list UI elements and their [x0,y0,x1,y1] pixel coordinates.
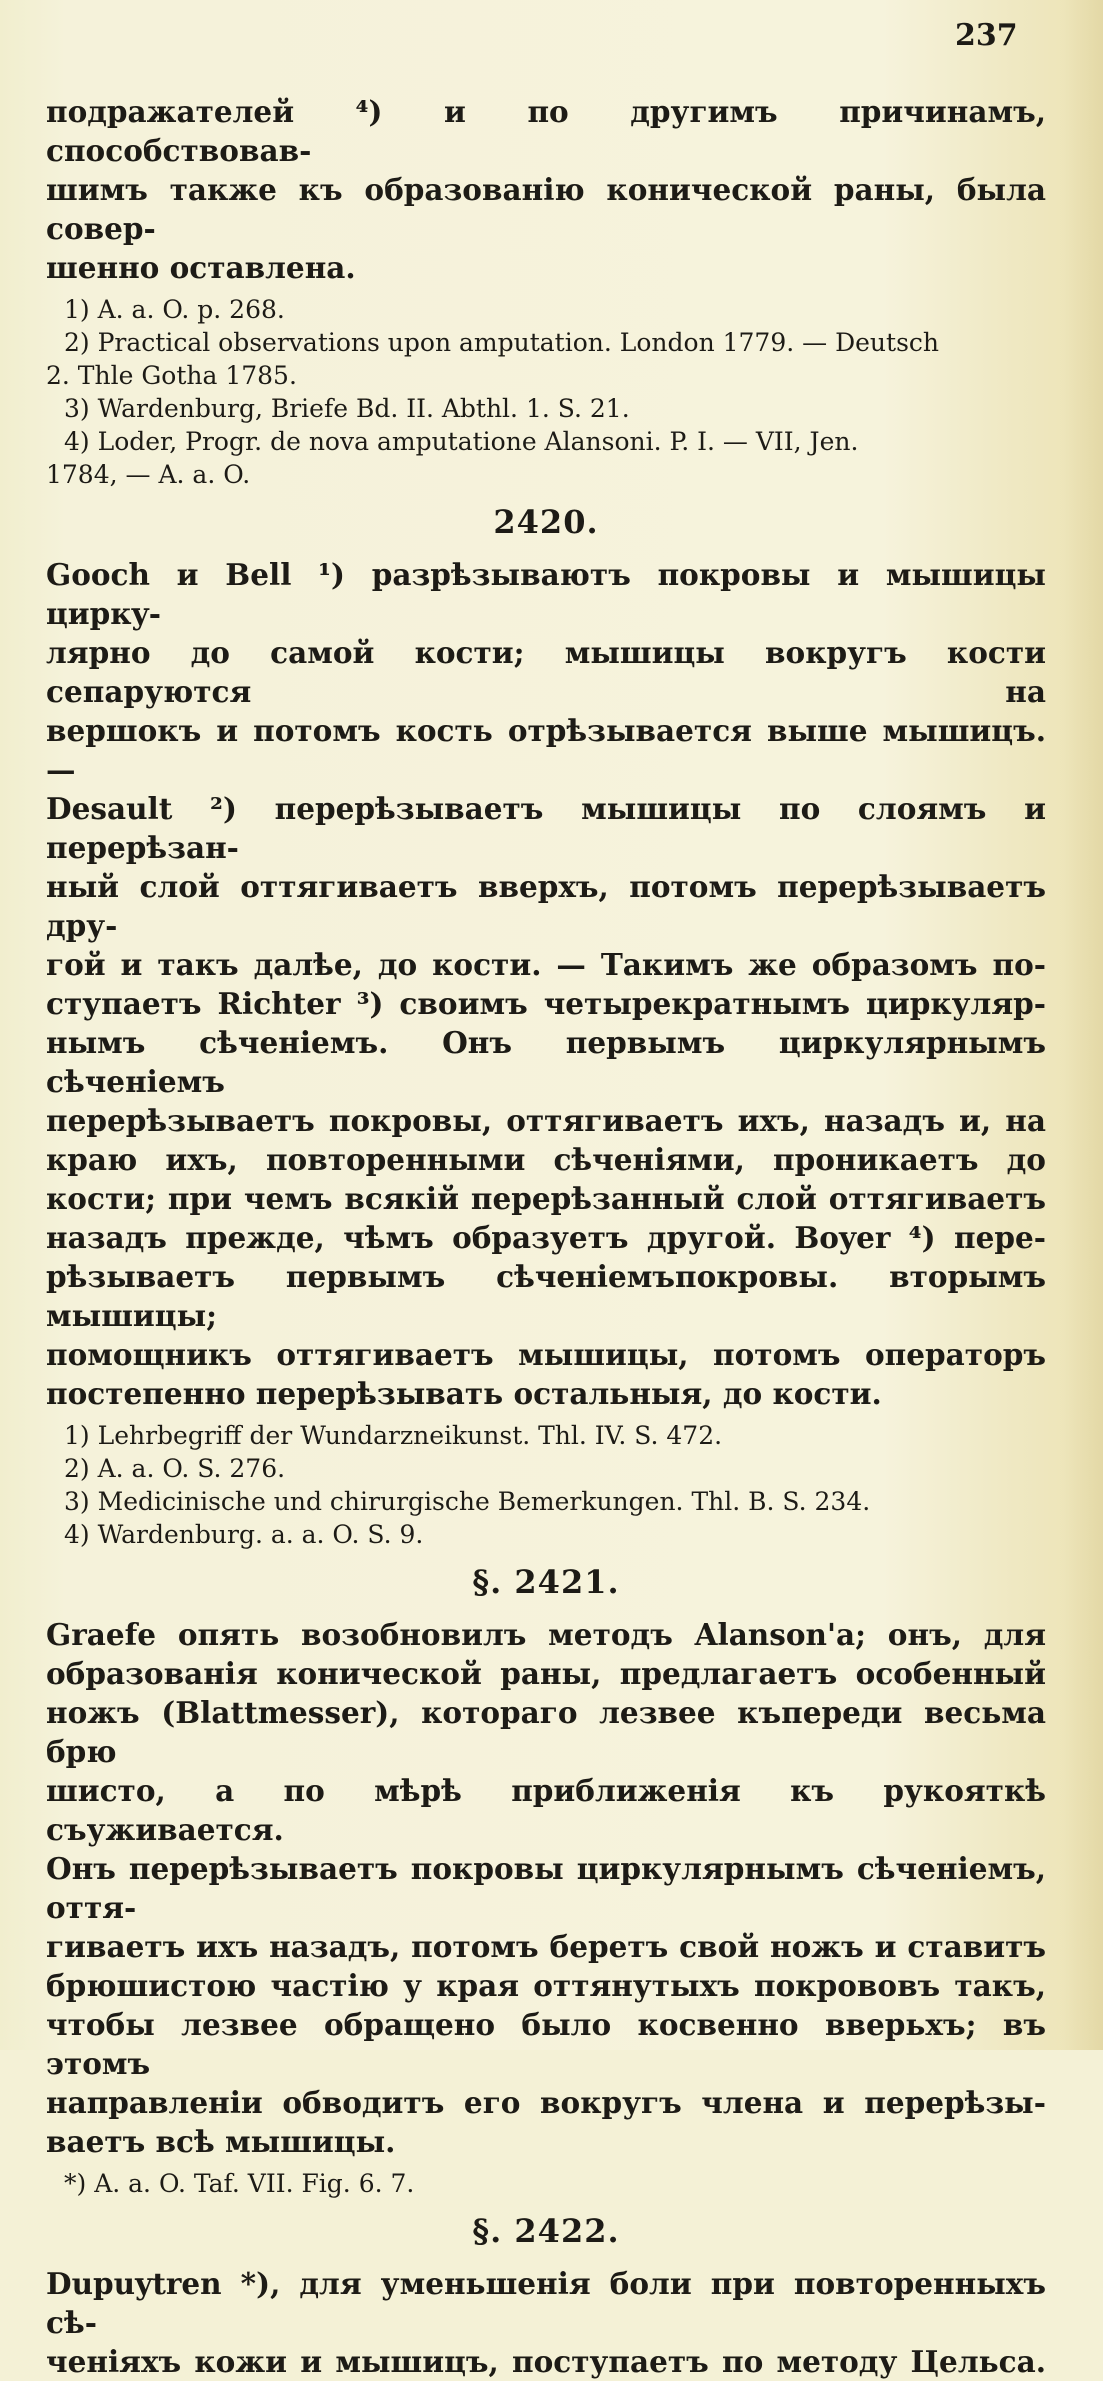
paragraph-continuation [46,92,1046,287]
text-line: образованiя конической раны, предлагаетъ особенный [46,1656,1046,1691]
paragraph-2421 [46,1615,1046,2161]
text-line: вершокъ и потомъ кость отрѣзывается выше мышицъ. — [46,713,1046,787]
page-number: 237 [955,18,1018,53]
paragraph-2420 [46,555,1046,1413]
text-line: помощникъ оттягиваетъ мышицы, потомъ операторъ [46,1337,1046,1372]
text-line: ножъ (Blattmesser), котораго лезвее къпереди весьма брю [46,1695,1046,1769]
text-line: нымъ сѣченiемъ. Онъ первымъ циркулярнымъ сѣченiемъ [46,1025,1046,1099]
text-line: Онъ перерѣзываетъ покровы циркулярнымъ сѣченiемъ, оття- [46,1851,1046,1925]
text-line: лярно до самой кости; мышицы вокругъ кости сепаруются на [46,635,1046,709]
text-line: ваетъ всѣ мышицы. [46,2124,396,2159]
text-line: рѣзываетъ первымъ сѣченiемъпокровы. вторымъ мышицы; [46,1259,1046,1333]
footnote: 4) Wardenburg. a. a. O. S. 9. [64,1520,424,1549]
footnotes-block-3 [64,2167,1046,2200]
text-line: Dupuytren *), для уменьшенiя боли при повторенныхъ сѣ- [46,2266,1046,2340]
text-line: шисто, а по мѣрѣ приближенiя къ рукояткѣ съуживается. [46,1773,1046,1847]
section-heading-2421: §. 2421. [472,1563,620,1601]
text-line: кости; при чемъ всякiй перерѣзанный слой оттягиваетъ [46,1181,1046,1216]
footnotes-block-2 [64,1419,1046,1551]
footnote: 4) Loder, Progr. de nova amputatione Alansoni. P. I. — VII, Jen. [64,427,859,456]
footnote: 1) A. a. O. p. 268. [64,295,285,324]
footnote: 2) A. a. O. S. 276. [64,1454,286,1483]
text-line: Gooch и Bell ¹) разрѣзываютъ покровы и мышицы циркy- [46,557,1046,631]
page-content [46,92,1046,2381]
footnote-continuation: 1784, — A. a. O. [46,460,251,489]
footnotes-block-1 [46,293,1046,491]
text-line: ченiяхъ кожи и мышицъ, поступаетъ по методу Цельса. [46,2344,1046,2379]
footnote: 1) Lehrbegriff der Wundarzneikunst. Thl. IV. S. 472. [64,1421,723,1450]
footnote: 3) Wardenburg, Briefe Bd. II. Abthl. 1. S. 21. [64,394,630,423]
text-line: чтобы лезвее обращено было косвенно вверьхъ; въ этомъ [46,2007,1046,2081]
footnote: 3) Medicinische und chirurgische Bemerkungen. Thl. B. S. 234. [64,1487,871,1516]
footnote-continuation: 2. Thle Gotha 1785. [46,361,297,390]
text-line: Desault ²) перерѣзываетъ мышицы по слоямъ и перерѣзан- [46,791,1046,865]
text-line: шимъ также къ образованiю конической раны, была совер- [46,172,1046,246]
footnote: 2) Practical observations upon amputation. London 1779. — Deutsch [64,328,939,357]
page-edge-shadow [1063,0,1103,2050]
paragraph-2422 [46,2264,1046,2381]
text-line: направленiи обводитъ его вокругъ члена и перерѣзы- [46,2085,1046,2120]
text-line: шенно оставлена. [46,250,356,285]
text-line: постепенно перерѣзывать остальныя, до кости. [46,1376,882,1411]
text-line: гиваетъ ихъ назадъ, потомъ беретъ свой ножъ и ставитъ [46,1929,1046,1964]
text-line: Graefe опять возобновилъ методъ Alanson'а; онъ, для [46,1617,1046,1652]
text-line: ступаетъ Richter ³) своимъ четырекратнымъ циркуляр- [46,986,1046,1021]
text-line: гой и такъ далѣе, до кости. — Такимъ же образомъ по- [46,947,1046,982]
text-line: перерѣзываетъ покровы, оттягиваетъ ихъ, назадъ и, на [46,1103,1046,1138]
text-line: брюшистою частiю у края оттянутыхъ покрововъ такъ, [46,1968,1046,2003]
footnote: *) A. a. O. Taf. VII. Fig. 6. 7. [64,2169,415,2198]
text-line: подражателей ⁴) и по другимъ причинамъ, способствовав- [46,94,1046,168]
section-heading-2422: §. 2422. [472,2212,620,2250]
text-line: краю ихъ, повторенными сѣченiями, проникаетъ до [46,1142,1046,1177]
text-line: ный слой оттягиваетъ вверхъ, потомъ перерѣзываетъ дру- [46,869,1046,943]
section-heading-2420: 2420. [493,503,599,541]
text-line: назадъ прежде, чѣмъ образуетъ другой. Boyer ⁴) пере- [46,1220,1046,1255]
